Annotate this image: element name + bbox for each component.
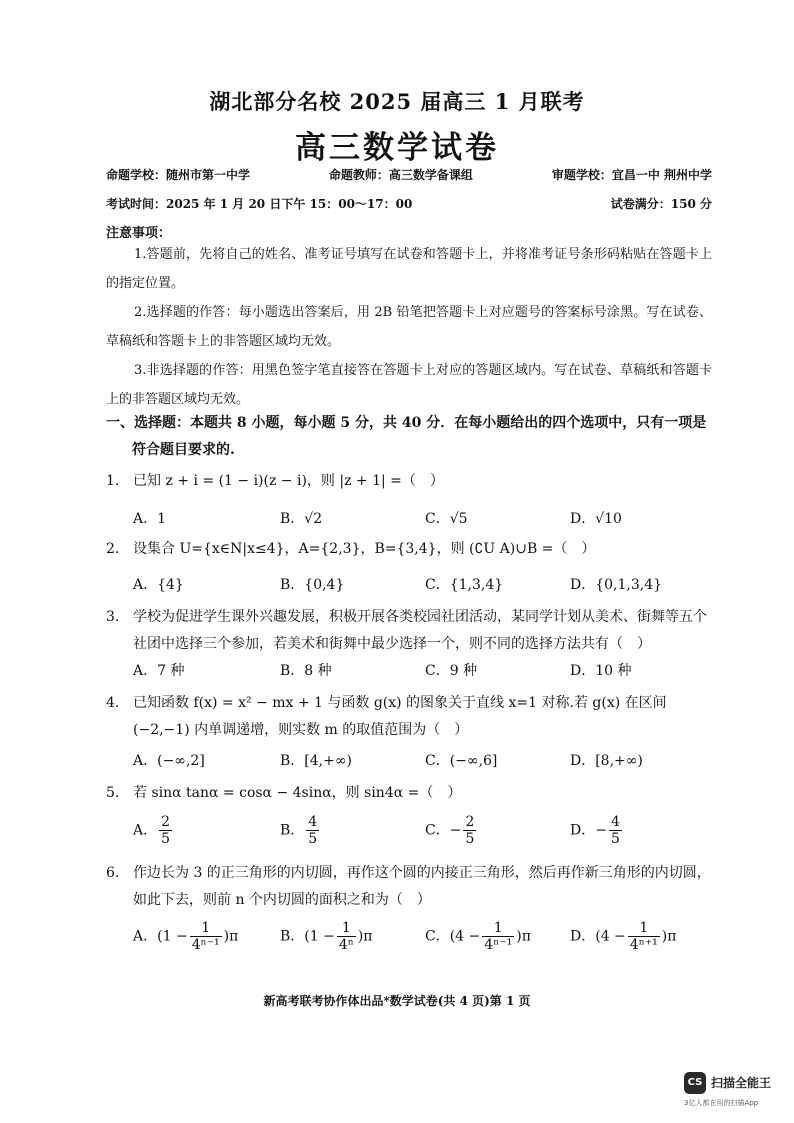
section-heading-line1: 一、选择题：本题共 8 小题，每小题 5 分，共 40 分．在每小题给出的四个选项中，只有一项是	[106, 415, 707, 431]
expr-prefix: (4 −	[449, 928, 481, 945]
fraction	[337, 920, 356, 953]
option-b: B．√2	[280, 511, 323, 527]
meta-teacher: 命题教师：高三数学备课组	[328, 168, 473, 182]
meta-school: 命题学校：随州市第一中学	[106, 168, 251, 182]
option-d: D．√10	[570, 511, 622, 527]
option-label: C．−	[425, 822, 462, 839]
exam-title: 湖北部分名校 2025 届高三 1 月联考	[209, 89, 585, 114]
option-d	[570, 814, 624, 847]
question-number: 5.	[106, 785, 120, 801]
option-c: C．√5	[425, 511, 468, 527]
denominator: 4ⁿ	[338, 937, 354, 953]
option-c: C．(−∞,6]	[425, 753, 498, 769]
question-number: 1.	[106, 473, 120, 489]
option-label: B．	[280, 822, 305, 839]
watermark-subtitle: 3亿人都在用的扫描App	[684, 1099, 759, 1107]
notes-heading: 注意事项：	[106, 226, 172, 241]
expr-prefix: (1 −	[304, 928, 335, 945]
fraction	[482, 920, 514, 953]
denominator: 5	[610, 831, 620, 847]
numerator: 1	[337, 920, 356, 937]
note-2: 2.选择题的作答：每小题选出答案后，用 2B 铅笔把答题卡上对应题号的答案标号涂黑。写在试卷、草稿纸和答题卡上的非答题区域均无效。	[106, 305, 712, 349]
option-label: A．	[133, 928, 158, 945]
fraction	[190, 920, 222, 953]
question-number: 2.	[106, 541, 120, 557]
option-b	[280, 814, 321, 847]
expr-suffix: )π	[223, 928, 239, 945]
option-d: D．{0,1,3,4}	[570, 577, 663, 593]
question-stem: 作边长为 3 的正三角形的内切圆，再作这个圆的内接正三角形，然后再作新三角形的内切圆，如此下去，则前 n 个内切圆的面积之和为（ ）	[133, 865, 711, 908]
expr-prefix: (4 −	[595, 928, 626, 945]
option-a: A．1	[133, 511, 167, 527]
option-a: A．{4}	[133, 577, 184, 593]
fraction	[159, 814, 172, 847]
option-d	[570, 920, 676, 953]
camscanner-logo-icon: CS	[684, 1072, 706, 1094]
meta-score: 试卷满分：150 分	[610, 197, 712, 211]
question-number: 4.	[106, 695, 120, 711]
option-c: C．{1,3,4}	[425, 577, 504, 593]
question-3	[106, 604, 718, 658]
denominator: 4ⁿ⁻¹	[191, 937, 220, 953]
note-1: 1.答题前，先将自己的姓名、准考证号填写在试卷和答题卡上，并将准考证号条形码粘贴在答题卡上的指定位置。	[106, 247, 712, 291]
question-4	[106, 690, 718, 744]
numerator: 1	[482, 920, 514, 937]
question-stem: 已知函数 f(x) = x² − mx + 1 与函数 g(x) 的图象关于直线 x=1 对称.若 g(x) 在区间 (−2,−1) 内单调递增，则实数 m 的取值范围为（ ）	[133, 695, 667, 738]
question-1-options	[133, 508, 713, 538]
expr-suffix: )π	[357, 928, 373, 945]
section-heading	[106, 410, 718, 464]
question-2-options	[133, 574, 713, 604]
option-label: C．	[425, 928, 450, 945]
meta-time: 考试时间：2025 年 1 月 20 日下午 15：00～17：00	[106, 197, 413, 211]
question-2	[106, 536, 718, 563]
option-c: C．9 种	[425, 663, 478, 679]
denominator: 5	[308, 831, 318, 847]
denominator: 4ⁿ⁻¹	[484, 937, 513, 953]
question-5	[106, 780, 718, 807]
option-a: A．(−∞,2]	[133, 753, 205, 769]
option-label: A．	[133, 822, 158, 839]
question-5-options	[133, 814, 713, 850]
question-3-options	[133, 660, 713, 690]
fraction	[306, 814, 319, 847]
denominator: 4ⁿ⁺¹	[629, 937, 658, 953]
section-heading-line2: 符合题目要求的.	[132, 442, 235, 458]
fraction	[463, 814, 476, 847]
option-b: B．8 种	[280, 663, 332, 679]
expr-suffix: )π	[516, 928, 531, 945]
question-stem: 若 sinα tanα = cosα − 4sinα，则 sin4α =（ ）	[133, 785, 462, 801]
question-stem: 设集合 U={x∈N|x≤4}，A={2,3}，B={3,4}，则 (∁U A)∪B =（ ）	[133, 541, 596, 557]
page-footer: 新高考联考协作体出品*数学试卷(共 4 页)第 1 页	[263, 994, 531, 1008]
numerator: 4	[610, 814, 620, 830]
note-3: 3.非选择题的作答：用黑色签字笔直接答在答题卡上对应的答题区域内。写在试卷、草稿纸和答题卡上的非答题区域均无效。	[106, 363, 712, 407]
option-d: D．10 种	[570, 663, 632, 679]
denominator: 5	[161, 831, 171, 847]
option-label: D．	[570, 928, 596, 945]
option-d: D．[8,+∞)	[570, 753, 643, 769]
scanner-watermark	[684, 1070, 784, 1110]
numerator: 2	[465, 814, 475, 830]
expr-suffix: )π	[661, 928, 677, 945]
option-a: A．7 种	[133, 663, 185, 679]
fraction	[609, 814, 622, 847]
meta-reviewer: 审题学校：宜昌一中 荆州中学	[551, 168, 712, 182]
question-4-options	[133, 750, 713, 780]
denominator: 5	[465, 831, 475, 847]
question-number: 6.	[106, 865, 120, 881]
subject-title: 高三数学试卷	[295, 130, 499, 166]
question-stem: 学校为促进学生课外兴趣发展，积极开展各类校园社团活动，某同学计划从美术、街舞等五个社团中选择三个参加，若美术和街舞中最少选择一个，则不同的选择方法共有（ ）	[133, 609, 707, 652]
question-6	[106, 860, 718, 914]
option-label: D．−	[570, 822, 607, 839]
option-c	[425, 920, 531, 953]
numerator: 1	[628, 920, 660, 937]
option-a	[133, 920, 238, 953]
option-b	[280, 920, 373, 953]
meta-row-2	[106, 195, 712, 212]
numerator: 2	[161, 814, 171, 830]
question-number: 3.	[106, 609, 120, 625]
expr-prefix: (1 −	[157, 928, 188, 945]
option-c	[425, 814, 478, 847]
numerator: 1	[190, 920, 222, 937]
fraction	[628, 920, 660, 953]
question-1	[106, 468, 718, 495]
question-stem: 已知 z + i = (1 − i)(z − i)，则 |z + 1| =（ ）	[133, 473, 444, 489]
numerator: 4	[308, 814, 318, 830]
option-b: B．[4,+∞)	[280, 753, 352, 769]
option-b: B．{0,4}	[280, 577, 345, 593]
option-a	[133, 814, 174, 847]
meta-row-1	[106, 166, 712, 183]
option-label: B．	[280, 928, 305, 945]
question-6-options	[133, 920, 713, 960]
watermark-name: 扫描全能王	[711, 1076, 772, 1090]
